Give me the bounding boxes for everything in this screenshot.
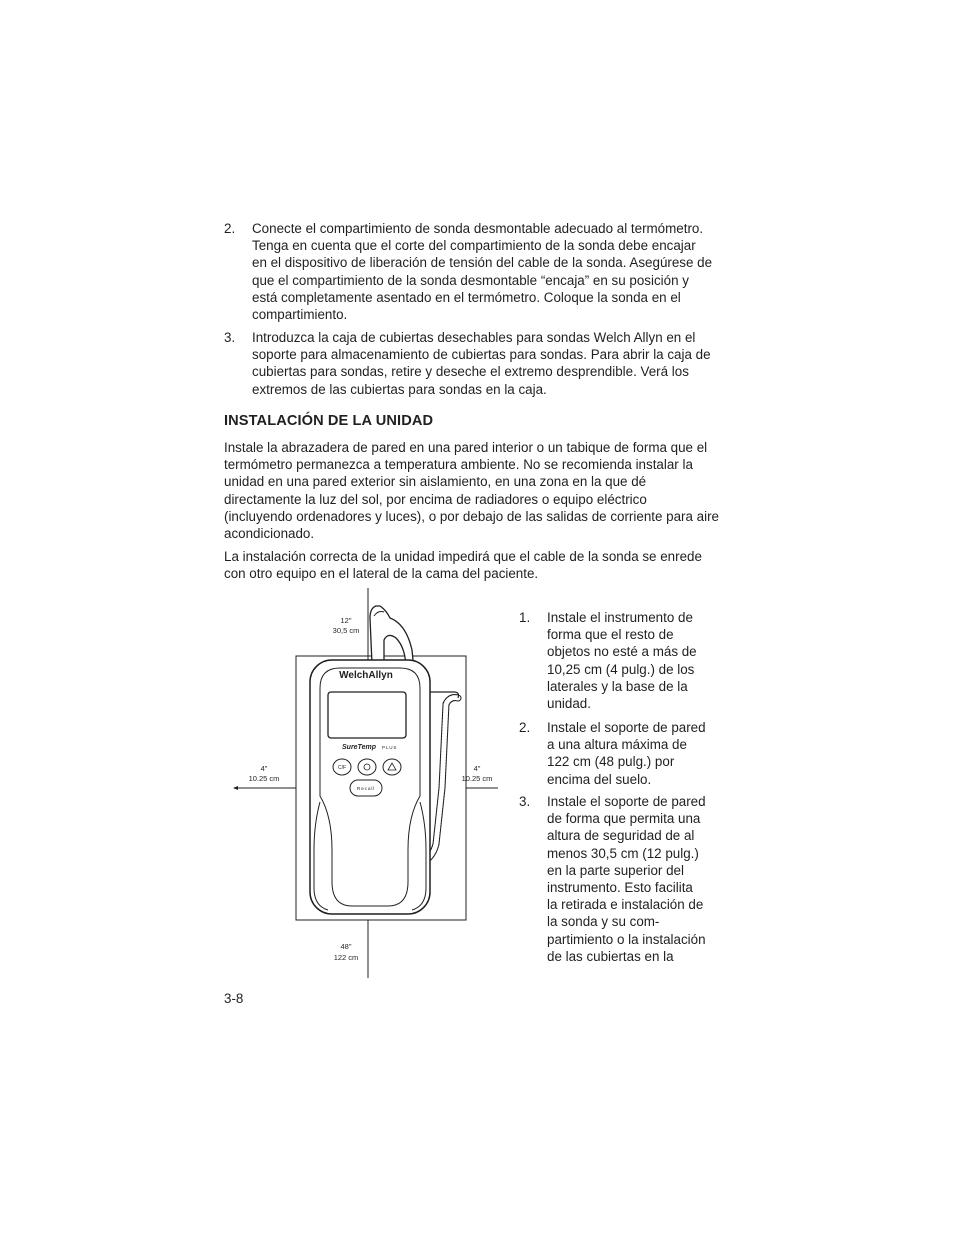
text-line: Tenga en cuenta que el corte del compartimiento de la sonda debe encajar	[252, 238, 696, 254]
text-line: Instale el soporte de pared	[547, 794, 706, 809]
step-text	[547, 609, 719, 712]
paragraph-cable-tangle	[224, 548, 729, 582]
text-line: extremos de las cubiertas para sondas en la caja.	[252, 381, 547, 397]
text-line: 122 cm (48 pulg.) por	[547, 754, 675, 770]
text-line: la retirada e instalación de	[547, 897, 704, 913]
section-heading: INSTALACIÓN DE LA UNIDAD	[224, 413, 434, 429]
text-line: objetos no esté a más de	[547, 644, 697, 660]
recall-button-label: Recall	[356, 787, 376, 792]
suretemp-plus-label: PLUS	[382, 745, 398, 750]
right-clearance-cm: 10.25 cm	[461, 774, 493, 783]
text-line: con otro equipo en el lateral de la cama del paciente.	[224, 566, 539, 582]
cf-button-label: C/F	[337, 765, 347, 771]
text-line: instrumento. Esto facilita	[547, 880, 693, 896]
text-line: de las cubiertas en la	[547, 948, 674, 964]
left-arrow-icon	[233, 786, 238, 790]
top-clearance-inches: 12"	[340, 616, 352, 625]
text-line: acondicionado.	[224, 526, 315, 542]
text-line: la sonda y su com-	[547, 914, 660, 930]
right-clearance-inches: 4"	[473, 764, 481, 773]
text-line: encima del suelo.	[547, 771, 652, 787]
welch-allyn-logo: WelchAllyn	[339, 670, 393, 681]
text-line: unidad en una pared exterior sin aislamiento, en una zona en la que dé	[224, 474, 647, 490]
text-line: unidad.	[547, 696, 591, 712]
step-text	[252, 329, 730, 398]
text-line: menos 30,5 cm (12 pulg.)	[547, 845, 699, 861]
thermometer-mounting-diagram	[228, 588, 508, 980]
step-text	[547, 793, 719, 965]
text-line: Instale la abrazadera de pared en una pared interior o un tabique de forma que el	[224, 440, 708, 455]
left-clearance-inches: 4"	[260, 764, 268, 773]
text-line: Instale el soporte de pared	[547, 720, 706, 735]
step-text	[252, 220, 730, 323]
text-line: Conecte el compartimiento de sonda desmontable adecuado al termómetro.	[252, 221, 704, 236]
text-line: (incluyendo ordenadores y luces), o por debajo de las salidas de corriente para aire	[224, 508, 720, 524]
text-line: 10,25 cm (4 pulg.) de los	[547, 661, 695, 677]
text-line: Instale el instrumento de	[547, 610, 693, 625]
text-line: directamente la luz del sol, por encima de radiadores o equipo eléctrico	[224, 491, 647, 507]
text-line: laterales y la base de la	[547, 678, 688, 694]
text-line: que el compartimiento de la sonda desmontable “encaja” en su posición y	[252, 272, 689, 288]
text-line: a una altura máxima de	[547, 737, 687, 753]
lcd-display	[328, 692, 406, 738]
top-clearance-cm: 30,5 cm	[332, 626, 360, 635]
bottom-height-cm: 122 cm	[333, 953, 359, 962]
text-line: forma que el resto de	[547, 627, 674, 643]
suretemp-logo: SureTemp	[342, 744, 376, 751]
text-line: altura de seguridad de al	[547, 828, 695, 844]
text-line: cubiertas para sondas, retire y deseche el extremo desprendible. Verá los	[252, 364, 689, 380]
paragraph-installation-location	[224, 439, 729, 542]
light-button	[383, 759, 401, 775]
text-line: de forma que permita una	[547, 811, 701, 827]
text-line: soporte para almacenamiento de cubiertas para sondas. Para abrir la caja de	[252, 347, 711, 363]
text-line: en la parte superior del	[547, 862, 684, 878]
text-line: partimiento o la instalación	[547, 931, 706, 947]
text-line: está completamente asentado en el termómetro. Coloque la sonda en el	[252, 289, 681, 305]
text-line: en el dispositivo de liberación de tensión del cable de la sonda. Asegúrese de	[252, 255, 713, 271]
mode-button	[358, 759, 376, 775]
step-number: 1.	[519, 610, 531, 625]
text-line: termómetro permanezca a temperatura ambiente. No se recomienda instalar la	[224, 457, 693, 473]
text-line: compartimiento.	[252, 307, 348, 323]
left-clearance-cm: 10.25 cm	[248, 774, 280, 783]
step-number: 2.	[519, 720, 531, 735]
text-line: Introduzca la caja de cubiertas desechables para sondas Welch Allyn en el	[252, 330, 696, 345]
step-number: 2.	[224, 221, 236, 236]
bottom-height-inches: 48"	[340, 942, 352, 951]
step-text	[547, 719, 719, 788]
step-number: 3.	[519, 794, 531, 809]
page-number: 3-8	[224, 991, 244, 1006]
text-line: La instalación correcta de la unidad impedirá que el cable de la sonda se enrede	[224, 549, 702, 564]
step-number: 3.	[224, 330, 236, 345]
